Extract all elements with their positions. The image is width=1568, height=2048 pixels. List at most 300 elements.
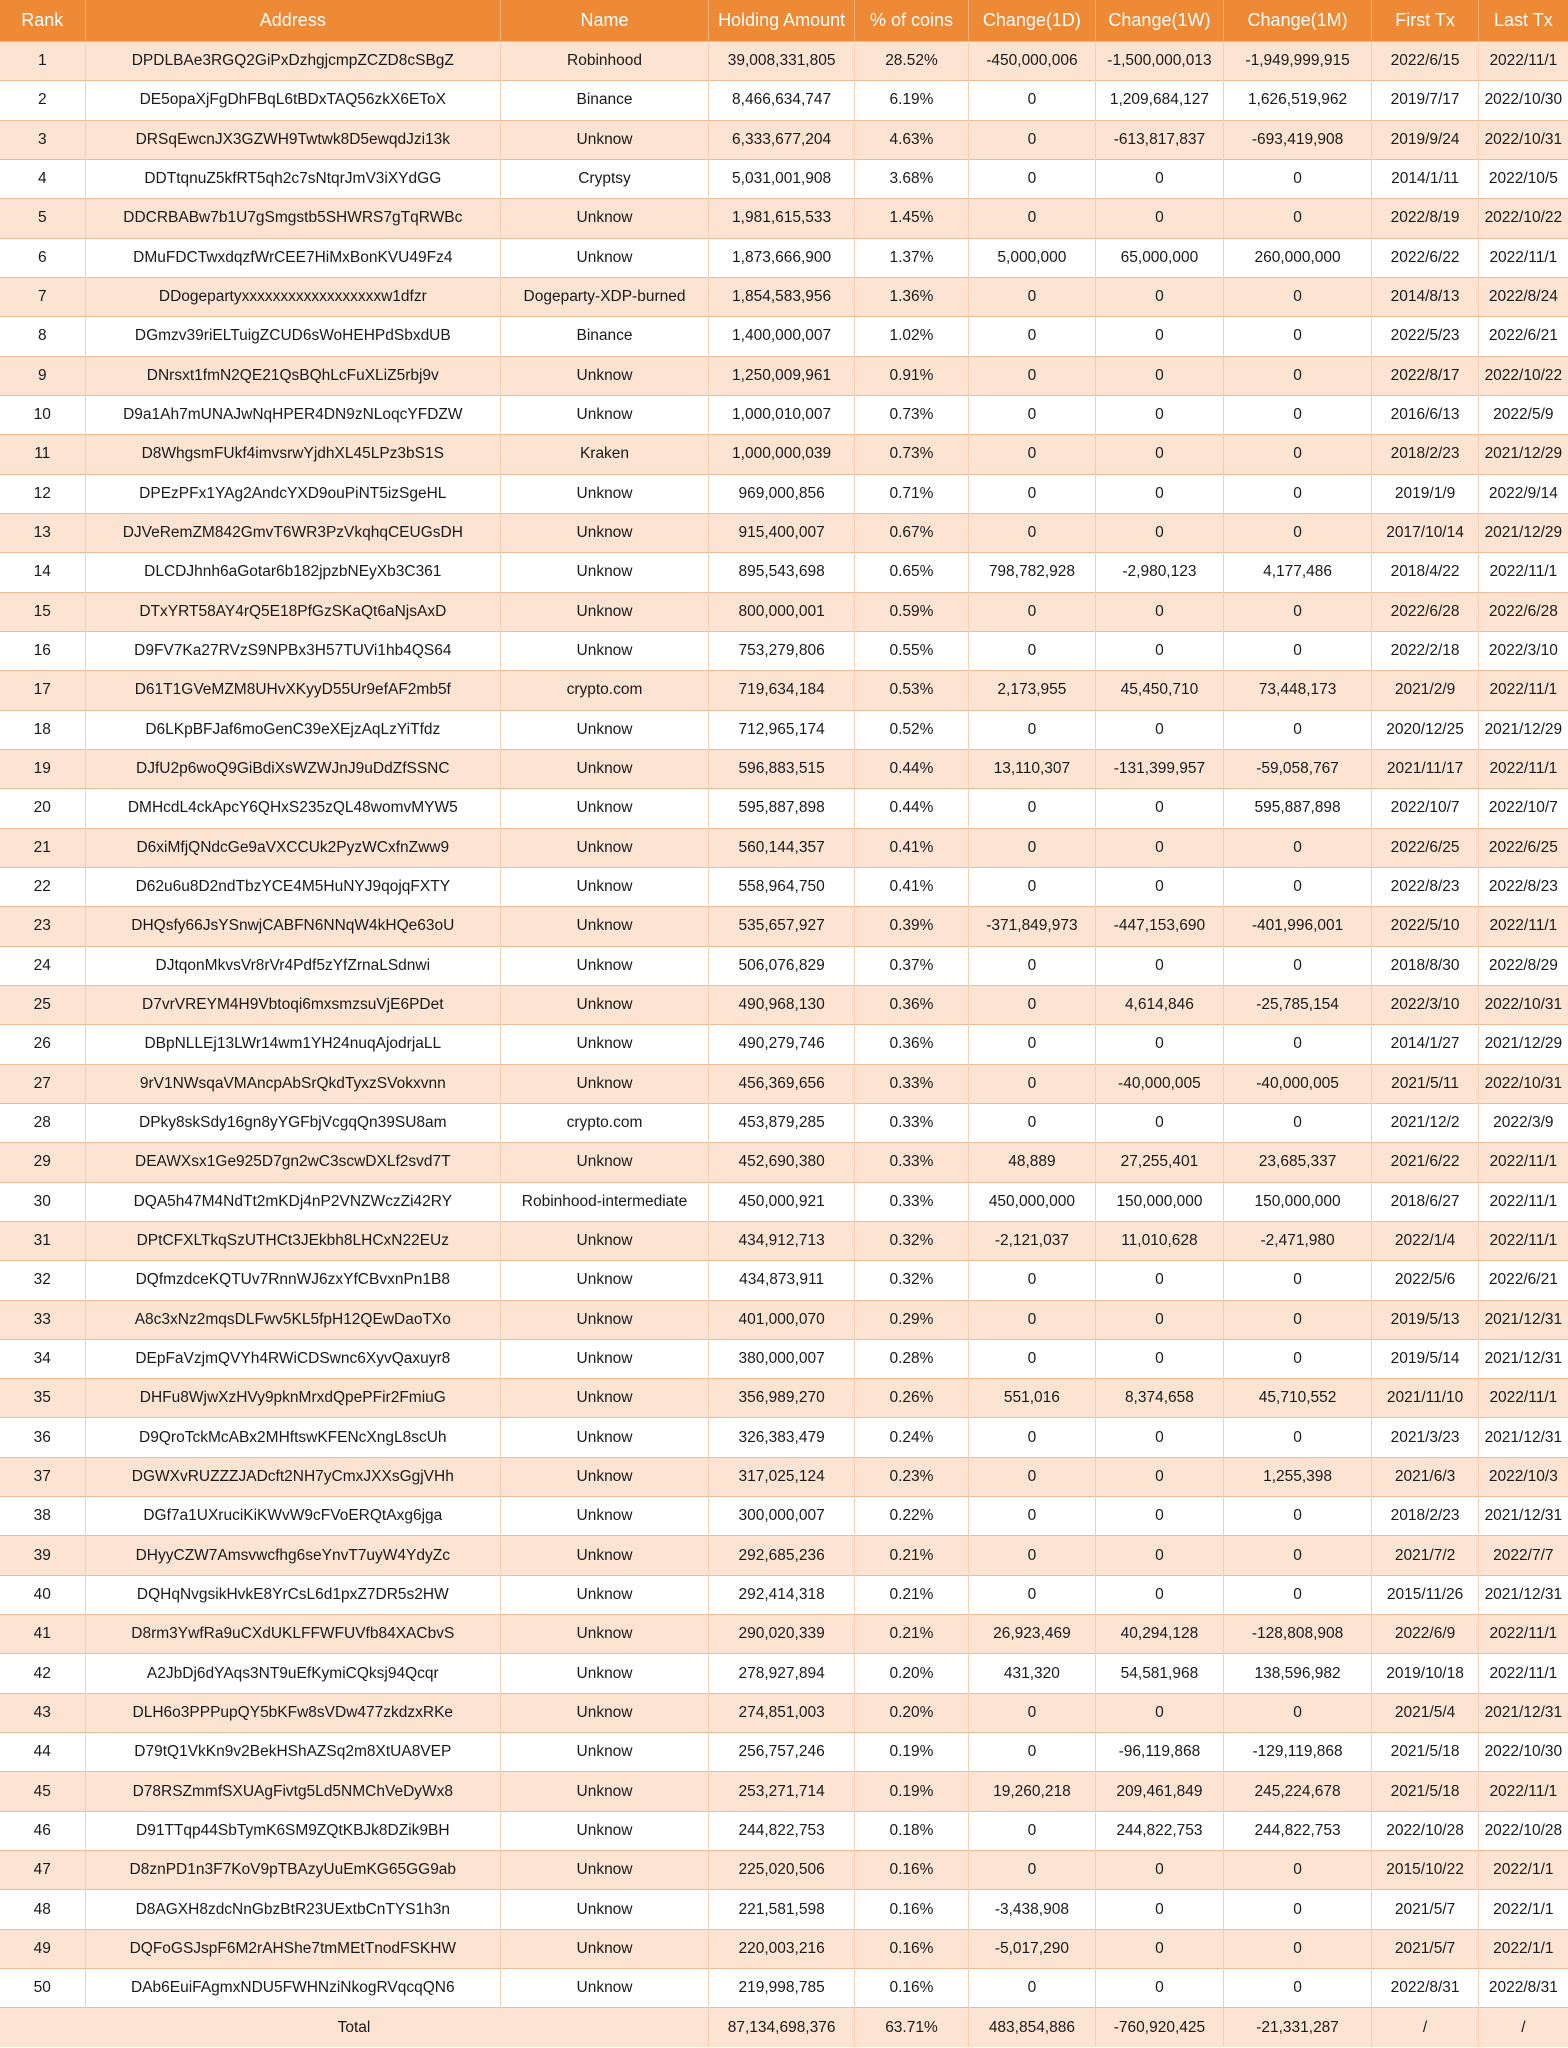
cell-change-1d: -450,000,006 xyxy=(968,42,1096,81)
cell-change-1m: 23,685,337 xyxy=(1223,1143,1372,1182)
cell-change-1w: 1,209,684,127 xyxy=(1096,81,1224,120)
cell-rank: 22 xyxy=(0,867,85,906)
cell-last-tx: 2022/8/23 xyxy=(1478,867,1568,906)
cell-rank: 20 xyxy=(0,789,85,828)
cell-change-1d: 0 xyxy=(968,1261,1096,1300)
cell-rank: 42 xyxy=(0,1654,85,1693)
cell-change-1m: 0 xyxy=(1223,1536,1372,1575)
cell-change-1m: 0 xyxy=(1223,356,1372,395)
cell-address: D8znPD1n3F7KoV9pTBAzyUuEmKG65GG9ab xyxy=(85,1851,501,1890)
cell-last-tx: 2021/12/29 xyxy=(1478,710,1568,749)
cell-first-tx: 2022/8/19 xyxy=(1372,199,1478,238)
cell-first-tx: 2022/6/9 xyxy=(1372,1615,1478,1654)
cell-name: crypto.com xyxy=(501,1103,709,1142)
cell-pct-coins: 0.36% xyxy=(855,1025,968,1064)
cell-first-tx: 2022/6/28 xyxy=(1372,592,1478,631)
cell-name: Unknow xyxy=(501,1261,709,1300)
cell-address: A8c3xNz2mqsDLFwv5KL5fpH12QEwDaoTXo xyxy=(85,1300,501,1339)
table-row xyxy=(0,238,1568,277)
cell-pct-coins: 0.37% xyxy=(855,946,968,985)
cell-first-tx: 2018/6/27 xyxy=(1372,1182,1478,1221)
cell-change-1m: 0 xyxy=(1223,946,1372,985)
cell-last-tx: 2022/11/1 xyxy=(1478,907,1568,946)
cell-change-1d: 0 xyxy=(968,1103,1096,1142)
table-row xyxy=(0,1733,1568,1772)
cell-last-tx: 2021/12/31 xyxy=(1478,1575,1568,1614)
cell-first-tx: 2022/8/31 xyxy=(1372,1969,1478,2008)
cell-name: Unknow xyxy=(501,1890,709,1929)
total-first-tx: / xyxy=(1372,2008,1478,2048)
total-pct-coins: 63.71% xyxy=(855,2008,968,2048)
cell-rank: 31 xyxy=(0,1221,85,1260)
cell-holding-amount: 560,144,357 xyxy=(708,828,854,867)
total-change-1w: -760,920,425 xyxy=(1096,2008,1224,2048)
cell-name: Robinhood xyxy=(501,42,709,81)
cell-pct-coins: 0.20% xyxy=(855,1654,968,1693)
cell-name: Unknow xyxy=(501,1300,709,1339)
cell-pct-coins: 0.36% xyxy=(855,985,968,1024)
cell-last-tx: 2021/12/31 xyxy=(1478,1418,1568,1457)
cell-pct-coins: 0.44% xyxy=(855,749,968,788)
cell-pct-coins: 0.19% xyxy=(855,1772,968,1811)
cell-change-1w: -447,153,690 xyxy=(1096,907,1224,946)
cell-pct-coins: 0.16% xyxy=(855,1851,968,1890)
cell-name: Unknow xyxy=(501,1497,709,1536)
cell-address: DHFu8WjwXzHVy9pknMrxdQpePFir2FmiuG xyxy=(85,1379,501,1418)
cell-change-1w: 27,255,401 xyxy=(1096,1143,1224,1182)
cell-rank: 50 xyxy=(0,1969,85,2008)
cell-name: Unknow xyxy=(501,749,709,788)
cell-change-1m: 0 xyxy=(1223,1418,1372,1457)
cell-pct-coins: 4.63% xyxy=(855,120,968,159)
table-header xyxy=(0,0,1568,42)
cell-holding-amount: 596,883,515 xyxy=(708,749,854,788)
cell-address: D61T1GVeMZM8UHvXKyyD55Ur9efAF2mb5f xyxy=(85,671,501,710)
cell-last-tx: 2022/11/1 xyxy=(1478,1615,1568,1654)
table-row xyxy=(0,1615,1568,1654)
cell-change-1m: 0 xyxy=(1223,592,1372,631)
cell-address: D8rm3YwfRa9uCXdUKLFFWFUVfb84XACbvS xyxy=(85,1615,501,1654)
table-row xyxy=(0,592,1568,631)
cell-change-1d: 0 xyxy=(968,356,1096,395)
cell-change-1d: 5,000,000 xyxy=(968,238,1096,277)
cell-rank: 17 xyxy=(0,671,85,710)
cell-first-tx: 2021/5/18 xyxy=(1372,1772,1478,1811)
cell-change-1m: 0 xyxy=(1223,1103,1372,1142)
cell-rank: 11 xyxy=(0,435,85,474)
cell-name: Dogeparty-XDP-burned xyxy=(501,277,709,316)
cell-change-1m: 245,224,678 xyxy=(1223,1772,1372,1811)
cell-change-1m: 0 xyxy=(1223,1300,1372,1339)
table-row xyxy=(0,1379,1568,1418)
cell-holding-amount: 453,879,285 xyxy=(708,1103,854,1142)
table-row xyxy=(0,81,1568,120)
cell-rank: 5 xyxy=(0,199,85,238)
cell-last-tx: 2022/11/1 xyxy=(1478,42,1568,81)
cell-pct-coins: 0.18% xyxy=(855,1811,968,1850)
cell-change-1w: 0 xyxy=(1096,1339,1224,1378)
cell-holding-amount: 278,927,894 xyxy=(708,1654,854,1693)
cell-pct-coins: 0.73% xyxy=(855,435,968,474)
cell-last-tx: 2022/11/1 xyxy=(1478,238,1568,277)
cell-first-tx: 2022/8/17 xyxy=(1372,356,1478,395)
cell-change-1d: 0 xyxy=(968,81,1096,120)
cell-last-tx: 2022/10/31 xyxy=(1478,120,1568,159)
cell-change-1m: 4,177,486 xyxy=(1223,553,1372,592)
cell-address: DPky8skSdy16gn8yYGFbjVcgqQn39SU8am xyxy=(85,1103,501,1142)
cell-holding-amount: 800,000,001 xyxy=(708,592,854,631)
cell-change-1m: 0 xyxy=(1223,1261,1372,1300)
table-row xyxy=(0,985,1568,1024)
cell-name: Unknow xyxy=(501,985,709,1024)
cell-pct-coins: 0.67% xyxy=(855,513,968,552)
cell-first-tx: 2014/8/13 xyxy=(1372,277,1478,316)
cell-change-1d: 19,260,218 xyxy=(968,1772,1096,1811)
cell-change-1m: -693,419,908 xyxy=(1223,120,1372,159)
table-footer xyxy=(0,2008,1568,2048)
cell-holding-amount: 456,369,656 xyxy=(708,1064,854,1103)
cell-first-tx: 2021/5/7 xyxy=(1372,1890,1478,1929)
cell-pct-coins: 0.44% xyxy=(855,789,968,828)
total-change-1d: 483,854,886 xyxy=(968,2008,1096,2048)
cell-rank: 10 xyxy=(0,395,85,434)
cell-name: Unknow xyxy=(501,1536,709,1575)
cell-address: DDogepartyxxxxxxxxxxxxxxxxxxw1dfzr xyxy=(85,277,501,316)
cell-rank: 35 xyxy=(0,1379,85,1418)
cell-change-1d: 0 xyxy=(968,513,1096,552)
cell-pct-coins: 0.65% xyxy=(855,553,968,592)
cell-rank: 7 xyxy=(0,277,85,316)
cell-change-1m: 0 xyxy=(1223,1929,1372,1968)
cell-name: Unknow xyxy=(501,1929,709,1968)
cell-change-1m: 0 xyxy=(1223,710,1372,749)
cell-address: DPEzPFx1YAg2AndcYXD9ouPiNT5izSgeHL xyxy=(85,474,501,513)
cell-address: DGf7a1UXruciKiKWvW9cFVoERQtAxg6jga xyxy=(85,1497,501,1536)
cell-holding-amount: 8,466,634,747 xyxy=(708,81,854,120)
cell-last-tx: 2022/10/30 xyxy=(1478,81,1568,120)
table-row xyxy=(0,1851,1568,1890)
cell-holding-amount: 1,854,583,956 xyxy=(708,277,854,316)
cell-holding-amount: 712,965,174 xyxy=(708,710,854,749)
cell-change-1d: 0 xyxy=(968,1733,1096,1772)
cell-pct-coins: 0.91% xyxy=(855,356,968,395)
cell-name: Unknow xyxy=(501,1339,709,1378)
column-header-name: Name xyxy=(501,0,709,42)
cell-change-1w: 0 xyxy=(1096,1890,1224,1929)
cell-last-tx: 2022/1/1 xyxy=(1478,1929,1568,1968)
cell-rank: 14 xyxy=(0,553,85,592)
cell-last-tx: 2021/12/29 xyxy=(1478,435,1568,474)
cell-last-tx: 2022/6/21 xyxy=(1478,317,1568,356)
cell-rank: 33 xyxy=(0,1300,85,1339)
table-row xyxy=(0,42,1568,81)
cell-address: DMHcdL4ckApcY6QHxS235zQL48womvMYW5 xyxy=(85,789,501,828)
cell-change-1w: 0 xyxy=(1096,199,1224,238)
cell-name: Unknow xyxy=(501,1575,709,1614)
cell-address: DQFoGSJspF6M2rAHShe7tmMEtTnodFSKHW xyxy=(85,1929,501,1968)
cell-last-tx: 2021/12/31 xyxy=(1478,1693,1568,1732)
cell-first-tx: 2022/6/25 xyxy=(1372,828,1478,867)
cell-first-tx: 2022/2/18 xyxy=(1372,631,1478,670)
cell-last-tx: 2022/10/3 xyxy=(1478,1457,1568,1496)
total-label: Total xyxy=(0,2008,708,2048)
cell-name: Unknow xyxy=(501,1733,709,1772)
cell-name: Unknow xyxy=(501,828,709,867)
cell-change-1d: 0 xyxy=(968,1575,1096,1614)
cell-last-tx: 2022/10/22 xyxy=(1478,356,1568,395)
cell-rank: 36 xyxy=(0,1418,85,1457)
cell-pct-coins: 0.19% xyxy=(855,1733,968,1772)
cell-pct-coins: 0.71% xyxy=(855,474,968,513)
cell-change-1d: 0 xyxy=(968,828,1096,867)
cell-change-1w: 4,614,846 xyxy=(1096,985,1224,1024)
total-holding-amount: 87,134,698,376 xyxy=(708,2008,854,2048)
cell-change-1d: 0 xyxy=(968,631,1096,670)
cell-first-tx: 2018/2/23 xyxy=(1372,435,1478,474)
cell-address: DHQsfy66JsYSnwjCABFN6NNqW4kHQe63oU xyxy=(85,907,501,946)
cell-change-1d: 0 xyxy=(968,1693,1096,1732)
cell-change-1d: 0 xyxy=(968,1497,1096,1536)
cell-change-1d: 13,110,307 xyxy=(968,749,1096,788)
cell-rank: 25 xyxy=(0,985,85,1024)
table-row xyxy=(0,1693,1568,1732)
cell-address: D8WhgsmFUkf4imvsrwYjdhXL45LPz3bS1S xyxy=(85,435,501,474)
table-row xyxy=(0,1300,1568,1339)
table-row xyxy=(0,671,1568,710)
cell-holding-amount: 317,025,124 xyxy=(708,1457,854,1496)
cell-rank: 48 xyxy=(0,1890,85,1929)
cell-change-1w: 0 xyxy=(1096,1929,1224,1968)
cell-change-1m: 0 xyxy=(1223,1575,1372,1614)
cell-name: Unknow xyxy=(501,199,709,238)
cell-rank: 46 xyxy=(0,1811,85,1850)
cell-last-tx: 2022/10/31 xyxy=(1478,1064,1568,1103)
cell-change-1m: -59,058,767 xyxy=(1223,749,1372,788)
cell-change-1d: 0 xyxy=(968,1536,1096,1575)
cell-holding-amount: 719,634,184 xyxy=(708,671,854,710)
cell-address: DPtCFXLTkqSzUTHCt3JEkbh8LHCxN22EUz xyxy=(85,1221,501,1260)
cell-last-tx: 2022/8/29 xyxy=(1478,946,1568,985)
cell-first-tx: 2021/6/22 xyxy=(1372,1143,1478,1182)
cell-name: Unknow xyxy=(501,631,709,670)
cell-first-tx: 2022/5/23 xyxy=(1372,317,1478,356)
cell-address: DHyyCZW7Amsvwcfhg6seYnvT7uyW4YdyZc xyxy=(85,1536,501,1575)
cell-name: Unknow xyxy=(501,474,709,513)
cell-pct-coins: 0.33% xyxy=(855,1064,968,1103)
cell-change-1d: 0 xyxy=(968,1969,1096,2008)
cell-first-tx: 2022/10/28 xyxy=(1372,1811,1478,1850)
cell-holding-amount: 380,000,007 xyxy=(708,1339,854,1378)
cell-holding-amount: 753,279,806 xyxy=(708,631,854,670)
cell-holding-amount: 244,822,753 xyxy=(708,1811,854,1850)
cell-change-1m: 73,448,173 xyxy=(1223,671,1372,710)
table-row xyxy=(0,474,1568,513)
cell-change-1w: -1,500,000,013 xyxy=(1096,42,1224,81)
cell-change-1m: 0 xyxy=(1223,828,1372,867)
cell-pct-coins: 0.28% xyxy=(855,1339,968,1378)
cell-change-1w: -613,817,837 xyxy=(1096,120,1224,159)
cell-rank: 12 xyxy=(0,474,85,513)
cell-change-1d: 0 xyxy=(968,435,1096,474)
cell-first-tx: 2014/1/27 xyxy=(1372,1025,1478,1064)
cell-change-1m: 0 xyxy=(1223,199,1372,238)
cell-address: D9FV7Ka27RVzS9NPBx3H57TUVi1hb4QS64 xyxy=(85,631,501,670)
cell-holding-amount: 1,981,615,533 xyxy=(708,199,854,238)
cell-rank: 30 xyxy=(0,1182,85,1221)
table-row xyxy=(0,553,1568,592)
cell-change-1d: 0 xyxy=(968,867,1096,906)
cell-change-1d: 0 xyxy=(968,317,1096,356)
cell-change-1w: 11,010,628 xyxy=(1096,1221,1224,1260)
cell-change-1d: 0 xyxy=(968,946,1096,985)
cell-change-1m: 45,710,552 xyxy=(1223,1379,1372,1418)
cell-change-1m: 0 xyxy=(1223,1339,1372,1378)
cell-change-1w: -131,399,957 xyxy=(1096,749,1224,788)
cell-pct-coins: 0.26% xyxy=(855,1379,968,1418)
cell-address: D9QroTckMcABx2MHftswKFENcXngL8scUh xyxy=(85,1418,501,1457)
cell-change-1m: 0 xyxy=(1223,513,1372,552)
cell-address: DGWXvRUZZZJADcft2NH7yCmxJXXsGgjVHh xyxy=(85,1457,501,1496)
table-row xyxy=(0,1772,1568,1811)
cell-change-1m: -1,949,999,915 xyxy=(1223,42,1372,81)
cell-last-tx: 2022/11/1 xyxy=(1478,1772,1568,1811)
cell-holding-amount: 39,008,331,805 xyxy=(708,42,854,81)
cell-pct-coins: 0.21% xyxy=(855,1536,968,1575)
cell-last-tx: 2022/11/1 xyxy=(1478,1182,1568,1221)
cell-change-1w: 0 xyxy=(1096,1851,1224,1890)
cell-first-tx: 2020/12/25 xyxy=(1372,710,1478,749)
cell-holding-amount: 434,912,713 xyxy=(708,1221,854,1260)
cell-rank: 44 xyxy=(0,1733,85,1772)
table-row xyxy=(0,1339,1568,1378)
cell-change-1w: 0 xyxy=(1096,631,1224,670)
cell-address: DQHqNvgsikHvkE8YrCsL6d1pxZ7DR5s2HW xyxy=(85,1575,501,1614)
cell-change-1d: 48,889 xyxy=(968,1143,1096,1182)
cell-address: DLCDJhnh6aGotar6b182jpzbNEyXb3C361 xyxy=(85,553,501,592)
cell-rank: 8 xyxy=(0,317,85,356)
table-row xyxy=(0,1025,1568,1064)
total-last-tx: / xyxy=(1478,2008,1568,2048)
cell-rank: 23 xyxy=(0,907,85,946)
cell-first-tx: 2018/8/30 xyxy=(1372,946,1478,985)
cell-change-1d: 0 xyxy=(968,1300,1096,1339)
cell-last-tx: 2021/12/31 xyxy=(1478,1339,1568,1378)
cell-change-1m: 0 xyxy=(1223,277,1372,316)
cell-holding-amount: 1,873,666,900 xyxy=(708,238,854,277)
cell-change-1w: -96,119,868 xyxy=(1096,1733,1224,1772)
cell-change-1d: 0 xyxy=(968,1339,1096,1378)
cell-first-tx: 2021/7/2 xyxy=(1372,1536,1478,1575)
cell-name: Unknow xyxy=(501,1457,709,1496)
cell-holding-amount: 219,998,785 xyxy=(708,1969,854,2008)
cell-name: Unknow xyxy=(501,907,709,946)
cell-address: D79tQ1VkKn9v2BekHShAZSq2m8XtUA8VEP xyxy=(85,1733,501,1772)
cell-change-1w: -2,980,123 xyxy=(1096,553,1224,592)
table-row xyxy=(0,120,1568,159)
cell-change-1d: 0 xyxy=(968,789,1096,828)
column-header-change-1m: Change(1M) xyxy=(1223,0,1372,42)
cell-first-tx: 2016/6/13 xyxy=(1372,395,1478,434)
cell-name: Unknow xyxy=(501,395,709,434)
table-row xyxy=(0,1497,1568,1536)
cell-change-1m: -129,119,868 xyxy=(1223,1733,1372,1772)
cell-pct-coins: 0.16% xyxy=(855,1890,968,1929)
cell-change-1d: 0 xyxy=(968,985,1096,1024)
cell-rank: 32 xyxy=(0,1261,85,1300)
table-row xyxy=(0,1457,1568,1496)
cell-holding-amount: 274,851,003 xyxy=(708,1693,854,1732)
cell-change-1w: 65,000,000 xyxy=(1096,238,1224,277)
cell-address: DNrsxt1fmN2QE21QsBQhLcFuXLiZ5rbj9v xyxy=(85,356,501,395)
cell-name: Unknow xyxy=(501,1143,709,1182)
cell-last-tx: 2022/6/25 xyxy=(1478,828,1568,867)
cell-change-1w: 0 xyxy=(1096,474,1224,513)
cell-change-1w: 0 xyxy=(1096,1025,1224,1064)
cell-address: DGmzv39riELTuigZCUD6sWoHEHPdSbxdUB xyxy=(85,317,501,356)
cell-change-1w: 0 xyxy=(1096,277,1224,316)
table-row xyxy=(0,356,1568,395)
cell-rank: 21 xyxy=(0,828,85,867)
cell-change-1w: 150,000,000 xyxy=(1096,1182,1224,1221)
cell-holding-amount: 256,757,246 xyxy=(708,1733,854,1772)
cell-name: Unknow xyxy=(501,946,709,985)
cell-name: Unknow xyxy=(501,513,709,552)
cell-change-1w: 0 xyxy=(1096,1693,1224,1732)
cell-change-1w: 0 xyxy=(1096,1575,1224,1614)
cell-rank: 49 xyxy=(0,1929,85,1968)
cell-last-tx: 2022/1/1 xyxy=(1478,1890,1568,1929)
cell-holding-amount: 1,250,009,961 xyxy=(708,356,854,395)
table-row xyxy=(0,1890,1568,1929)
table-row xyxy=(0,1182,1568,1221)
cell-holding-amount: 292,414,318 xyxy=(708,1575,854,1614)
cell-name: crypto.com xyxy=(501,671,709,710)
cell-last-tx: 2022/5/9 xyxy=(1478,395,1568,434)
cell-name: Unknow xyxy=(501,1811,709,1850)
cell-name: Unknow xyxy=(501,1379,709,1418)
table-row xyxy=(0,1811,1568,1850)
cell-change-1w: 0 xyxy=(1096,1103,1224,1142)
cell-rank: 37 xyxy=(0,1457,85,1496)
cell-name: Unknow xyxy=(501,238,709,277)
cell-change-1m: -40,000,005 xyxy=(1223,1064,1372,1103)
total-row xyxy=(0,2008,1568,2048)
cell-change-1w: 0 xyxy=(1096,1261,1224,1300)
cell-holding-amount: 290,020,339 xyxy=(708,1615,854,1654)
table-row xyxy=(0,435,1568,474)
column-header-first-tx: First Tx xyxy=(1372,0,1478,42)
cell-name: Unknow xyxy=(501,789,709,828)
cell-holding-amount: 506,076,829 xyxy=(708,946,854,985)
cell-pct-coins: 0.52% xyxy=(855,710,968,749)
cell-name: Unknow xyxy=(501,1969,709,2008)
cell-first-tx: 2022/6/22 xyxy=(1372,238,1478,277)
cell-rank: 47 xyxy=(0,1851,85,1890)
table-row xyxy=(0,710,1568,749)
cell-holding-amount: 401,000,070 xyxy=(708,1300,854,1339)
cell-change-1m: 244,822,753 xyxy=(1223,1811,1372,1850)
cell-change-1w: 0 xyxy=(1096,1418,1224,1457)
cell-name: Unknow xyxy=(501,1221,709,1260)
cell-pct-coins: 0.33% xyxy=(855,1182,968,1221)
cell-pct-coins: 3.68% xyxy=(855,159,968,198)
table-row xyxy=(0,907,1568,946)
cell-change-1m: 0 xyxy=(1223,395,1372,434)
cell-holding-amount: 490,279,746 xyxy=(708,1025,854,1064)
cell-change-1d: 450,000,000 xyxy=(968,1182,1096,1221)
cell-holding-amount: 292,685,236 xyxy=(708,1536,854,1575)
cell-pct-coins: 0.32% xyxy=(855,1221,968,1260)
